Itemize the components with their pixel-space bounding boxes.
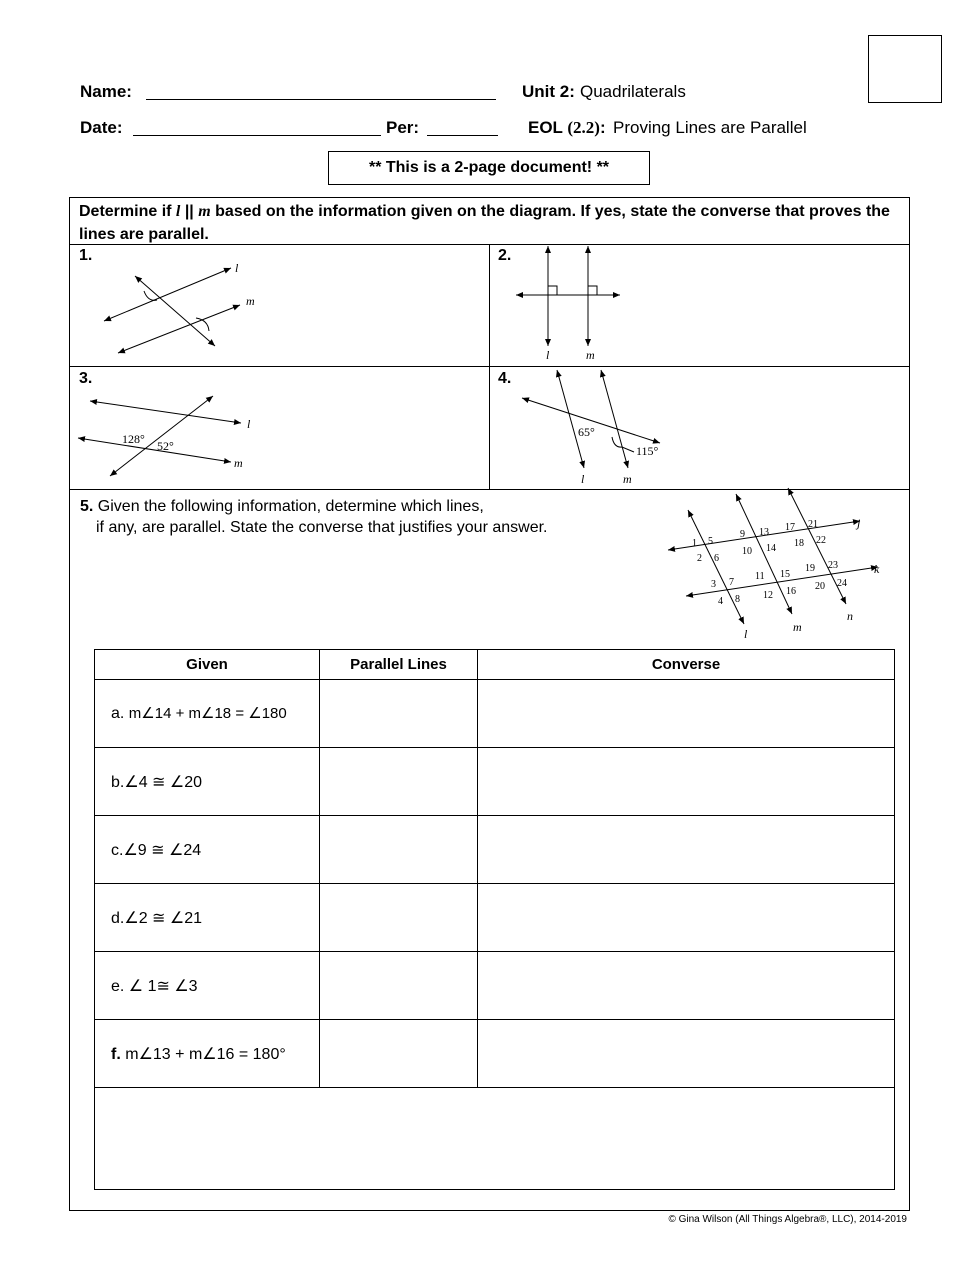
angle-number: 23 — [828, 560, 838, 571]
problem-2-number: 2. — [498, 247, 512, 264]
table-row — [95, 1020, 895, 1088]
eol-label: EOL (2.2): — [528, 118, 606, 137]
p5-label-m: m — [793, 620, 802, 634]
angle-number: 6 — [714, 553, 719, 564]
parallel-lines-answer[interactable] — [320, 680, 478, 748]
date-label: Date: — [80, 118, 123, 137]
p4-angle-65: 65° — [578, 425, 595, 439]
angle-number: 21 — [808, 519, 818, 530]
converse-answer[interactable] — [478, 816, 895, 884]
p5-angle-numbers — [692, 519, 847, 607]
two-page-banner: ** This is a 2-page document! ** — [328, 151, 650, 185]
table-row — [95, 884, 895, 952]
header-converse: Converse — [478, 650, 895, 680]
parallel-lines-answer[interactable] — [320, 952, 478, 1020]
angle-number: 24 — [837, 578, 847, 589]
converse-answer[interactable] — [478, 884, 895, 952]
p1-label-l: l — [235, 261, 239, 275]
parallel-lines-answer[interactable] — [320, 884, 478, 952]
p2-right-angle-b — [588, 286, 597, 295]
per-label: Per: — [386, 118, 420, 137]
problem-5-prompt: 5. Given the following information, determine which lines, if any, are parallel. State the converse that justifies your answer. — [80, 498, 548, 536]
angle-number: 22 — [816, 535, 826, 546]
table-row — [95, 748, 895, 816]
p1-angle-arc-b — [196, 318, 209, 331]
angle-number: 17 — [785, 522, 795, 533]
problem-1-number: 1. — [79, 247, 93, 264]
angle-number: 8 — [735, 594, 740, 605]
p2-right-angle-a — [548, 286, 557, 295]
parallel-lines-answer[interactable] — [320, 816, 478, 884]
angle-number: 15 — [780, 569, 790, 580]
table-row — [95, 816, 895, 884]
converse-answer[interactable] — [478, 952, 895, 1020]
angle-number: 14 — [766, 543, 776, 554]
unit-label: Unit 2: — [522, 82, 575, 101]
header-parallel-lines: Parallel Lines — [320, 650, 478, 680]
p4-angle-115: 115° — [636, 444, 659, 458]
converse-answer[interactable] — [478, 680, 895, 748]
angle-number: 10 — [742, 546, 752, 557]
p3-line-l — [90, 401, 241, 423]
given-cell: c.∠9 ≅ ∠24 — [95, 816, 320, 884]
angle-number: 11 — [755, 571, 765, 582]
unit-value: Quadrilaterals — [580, 82, 686, 101]
eol-value: Proving Lines are Parallel — [613, 118, 807, 137]
p1-label-m: m — [246, 294, 255, 308]
name-label: Name: — [80, 82, 132, 101]
p5-label-j: j — [857, 516, 861, 530]
angle-number: 16 — [786, 586, 796, 597]
copyright: © Gina Wilson (All Things Algebra®, LLC), 2014-2019 — [668, 1214, 907, 1225]
instructions: Determine if l || m based on the information given on the diagram. If yes, state the converse that proves the lines are parallel. — [79, 203, 890, 243]
p3-angle-128: 128° — [122, 432, 145, 446]
p1-angle-arc-a — [144, 291, 157, 300]
p4-line-m — [601, 370, 628, 468]
p4-label-l: l — [581, 472, 585, 486]
problem-3-number: 3. — [79, 370, 93, 387]
p3-angle-52: 52° — [157, 439, 174, 453]
angle-number: 3 — [711, 579, 716, 590]
given-cell: d.∠2 ≅ ∠21 — [95, 884, 320, 952]
angle-number: 13 — [759, 527, 769, 538]
header-given: Given — [95, 650, 320, 680]
angle-number: 1 — [692, 538, 697, 549]
table-row — [95, 680, 895, 748]
angle-number: 20 — [815, 581, 825, 592]
problem-4-number: 4. — [498, 370, 512, 387]
p1-transversal — [135, 276, 215, 346]
p4-label-m: m — [623, 472, 632, 486]
p1-line-m — [118, 305, 240, 353]
p1-line-l — [104, 268, 231, 321]
p3-label-l: l — [247, 417, 251, 431]
given-cell: a. m∠14 + m∠18 = ∠180 — [95, 680, 320, 748]
parallel-lines-answer[interactable] — [320, 1020, 478, 1088]
p5-label-l: l — [744, 627, 748, 641]
p5-label-n: n — [847, 609, 853, 623]
converse-answer[interactable] — [478, 1020, 895, 1088]
p5-label-k: k — [874, 562, 880, 576]
table-header-row — [95, 650, 895, 680]
angle-number: 4 — [718, 596, 723, 607]
given-cell: f. m∠13 + m∠16 = 180° — [95, 1020, 320, 1088]
table-row — [95, 952, 895, 1020]
given-cell: e. ∠ 1≅ ∠3 — [95, 952, 320, 1020]
table-row — [95, 1088, 895, 1190]
angle-number: 2 — [697, 553, 702, 564]
angle-number: 7 — [729, 577, 734, 588]
given-cell: b.∠4 ≅ ∠20 — [95, 748, 320, 816]
angle-number: 9 — [740, 529, 745, 540]
angle-number: 19 — [805, 563, 815, 574]
p4-line-l — [557, 370, 584, 468]
work-space[interactable] — [95, 1088, 895, 1190]
p2-label-m: m — [586, 348, 595, 362]
parallel-lines-answer[interactable] — [320, 748, 478, 816]
converse-answer[interactable] — [478, 748, 895, 816]
p3-label-m: m — [234, 456, 243, 470]
angle-number: 18 — [794, 538, 804, 549]
p5-line-l — [688, 510, 744, 624]
p2-label-l: l — [546, 348, 550, 362]
angle-number: 5 — [708, 536, 713, 547]
answer-table — [94, 649, 895, 1190]
angle-number: 12 — [763, 590, 773, 601]
